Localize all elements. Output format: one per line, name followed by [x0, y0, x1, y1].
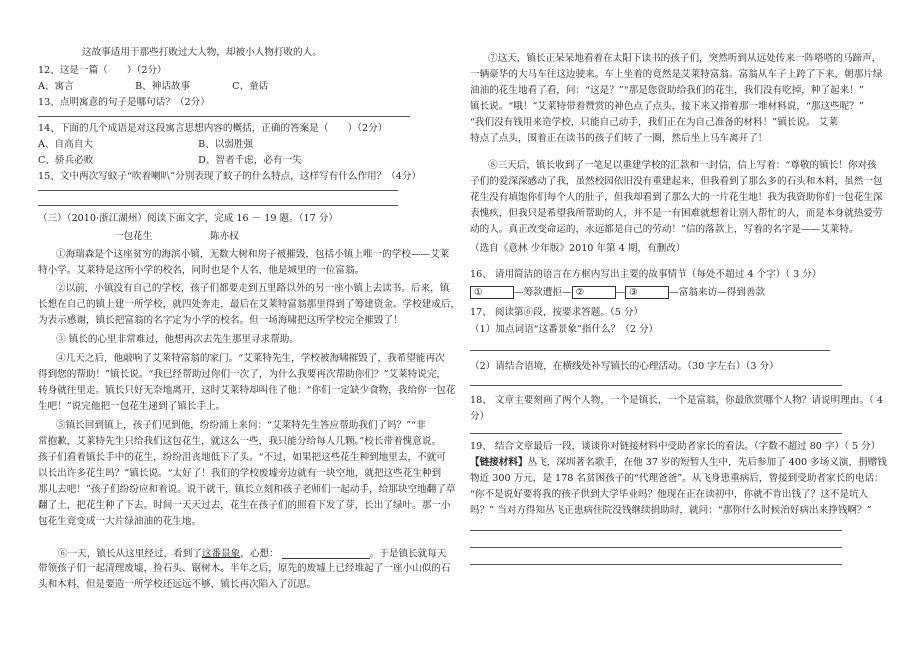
- link-material-line: “你不是说好要将我的孩子供到大学毕业吗？他现在正在读初中，你就不肯出钱了？这不是坑人: [470, 489, 869, 500]
- question-12-options: [38, 82, 421, 92]
- answer-line: [470, 530, 842, 531]
- paragraph-2-line: 长想在自己的镇上建一所学校，就四处奔走，最后在艾莱特富翁那里得到了筹建资金。学校建成后，: [38, 299, 461, 310]
- option-a: A、寓言: [38, 81, 74, 92]
- answer-line: [470, 564, 842, 565]
- answer-box-1[interactable]: ①: [470, 286, 514, 299]
- link-material-line: [470, 457, 887, 468]
- question-17: 17、 阅读第⑥段，按要求答题。（5 分）: [470, 307, 644, 318]
- question-17-part-2: （2）请结合语境，在横线处补写镇长的心理活动。（30 字左右）（3 分）: [470, 361, 779, 372]
- answer-line: [470, 385, 842, 386]
- answer-line: [38, 116, 410, 117]
- paragraph-6-line: 带领孩子们一起清理废墟，捡石头、锯树木。半年之后，原先的废墟上已经堆起了一座小山似的石: [38, 563, 451, 574]
- question-13: 13、点明寓意的句子是哪句话？（2分）: [38, 97, 210, 108]
- flow-text: —富翁来访—得到善款: [669, 287, 766, 298]
- paragraph-8-line: 子们的爱深深感动了我，虽然校园依旧没有重建起来，但我看到了那么多的石头和木料，虽然一包: [470, 176, 883, 187]
- paragraph-5-line: 常抱歉，艾莱特先生只给我们这包花生，就这么一些，我只能分给每人几颗。”校长带着愧意说。: [38, 436, 442, 447]
- option-b: B、以弱胜强: [198, 139, 254, 150]
- paragraph-7-line: 油油的花生地看了看，问：“这是？”“那是您资助给我们的花生，我们没有吃掉，种了起来！”: [470, 85, 864, 96]
- paragraph-1-line: ①海瑞森是个这座贫穷的海滨小镇，无数大树和房子被摧毁，包括小镇上唯一的学校——艾莱: [56, 249, 450, 260]
- option-b: B、神话故事: [135, 81, 191, 92]
- paragraph-6-text: ⑥一天，镇长从这里经过，看到了: [58, 548, 202, 560]
- paragraph-5-line: 那儿去吧！”孩子们纷纷应和着说。说干就干，镇长立刻和孩子老师们一起动手，给那块空地翻了草: [38, 484, 456, 495]
- paragraph-5-line: ⑤镇长回到镇上，孩子们见到他，纷纷涌上来问：“艾莱特先生答应帮助我们了吗？”“非: [56, 420, 426, 431]
- paragraph-7-line: 镇长说。“哦！”艾莱特带着赞赏的神色点了点头，接下来又指着那一堆材料说，“那这些呢？”: [470, 101, 864, 112]
- paragraph-4-line: 转身就往里走。镇长只好无奈地离开，这时艾莱特却叫住了他：“你们一定缺少食物，我给你一包花: [38, 385, 456, 396]
- answer-box-3[interactable]: ③: [625, 286, 669, 299]
- question-14: 14、下面的几个成语是对这段寓言思想内容的概括，正确的答案是（ ）（2分）: [38, 123, 388, 134]
- paragraph-4-line: ④几天之后，他敲响了艾莱特富翁的家门。“艾莱特先生，学校被海啸摧毁了，我希望能再次: [56, 353, 445, 364]
- question-18-line: 分）: [470, 411, 490, 422]
- question-16: 16、 请用简洁的语言在方框内写出主要的故事情节（每处不超过 4 个字）（ 3 分）: [470, 269, 822, 280]
- paragraph-5-line: 孩子们看着镇长手中的花生，纷纷沮丧地低下了头。“不过，如果把这些花生种到地里去，不就可: [38, 452, 446, 463]
- question-14-options-row1: [38, 140, 421, 150]
- option-a: A、自高自大: [38, 139, 93, 150]
- answer-line: [470, 547, 842, 548]
- paragraph-1-line: 特小学。艾莱特是这所小学的校名，同时也是个人名，他是城里的一位富翁。: [38, 265, 365, 276]
- answer-line: [470, 350, 830, 351]
- paragraph-6-first-line: [58, 548, 447, 560]
- paragraph-5-line: 包花生竟变成一大片绿油油的花生地。: [38, 516, 202, 527]
- paragraph-7-line: “我们没有钱用来造学校，只能自己动手，我们正在为自己准备的材料！”镇长说。 艾莱: [470, 117, 838, 128]
- paragraph-4-line: 得到您的帮助！”镇长说。“我已经帮助过你们一次了，为什么我要再次帮助你们？”艾莱特说完，: [38, 369, 447, 380]
- option-c: C、骄兵必败: [38, 155, 94, 166]
- link-material-line: 吗？” 当对方得知丛飞正患病住院没钱继续捐助时，就问：“那你什么时候治好病出来挣钱啊？”: [470, 505, 872, 516]
- link-material-text: 丛飞，深圳著名歌手，在他 37 岁的短暂人生中，先后参加了 400 多场义演，捐赠钱: [527, 457, 887, 468]
- question-14-options-row2: [38, 156, 421, 166]
- paragraph-6-text: 。于是镇长就每天: [369, 548, 447, 560]
- question-15: 15、文中两次写蚊子“吹着喇叭”分别表现了蚊子的什么特点，这样写有什么作用？（4分）: [38, 171, 422, 182]
- question-18-line: 18、 文章主要刻画了两个人物，一个是镇长，一个是富翁，你最欣赏哪个人物？请说明理由。（ 4: [470, 395, 883, 406]
- answer-line: [38, 190, 398, 191]
- answer-line: [38, 205, 398, 206]
- paragraph-6-text: ，心想：: [240, 548, 279, 560]
- flow-text: —筹款遭拒—: [514, 287, 572, 298]
- paragraph-5-line: 以长出许多花生吗？”镇长说。“太好了！我们的学校废墟旁边就有一块空地，就把这些花生种到: [38, 468, 442, 479]
- paragraph-2-line: 为表示感谢，镇长把富翁的名字定为小学的校名。但一场海啸把这所学校完全摧毁了！: [38, 315, 403, 326]
- paragraph-8-line: 表愧疚，但我只是希望我所帮助的人，并不是一有困难就想着让别人帮忙的人，而是本身就热爱劳: [470, 208, 883, 219]
- fill-in-blank[interactable]: [282, 548, 370, 559]
- option-c: C、童话: [232, 81, 269, 92]
- answer-line: [470, 433, 842, 434]
- answer-box-2[interactable]: ②: [572, 286, 616, 299]
- paragraph-7-line: 一辆豪华的大马车往这边驶来。车上坐着的竟然是艾莱特富翁。富翁从车子上跨了下来，朝那片绿: [470, 69, 883, 80]
- section-3-heading: （三）（2010·浙江湖州）阅读下面文字，完成 16 － 19 题。（17 分）: [38, 213, 338, 224]
- question-17-part-1: （1）加点词语“这番景象”指什么？（2 分）: [470, 324, 659, 335]
- source-citation: （选自《意林 少年版》2010 年第 4 期，有删改）: [470, 243, 686, 254]
- link-material-line: 物近 300 万元，是 178 名贫困孩子的“代理爸爸”。从飞身患重病后，曾接到受助者家长的电话：: [470, 473, 884, 484]
- story-moral-line: 这故事适用于那些打败过大人物，却被小人物打败的人。: [82, 47, 322, 58]
- option-d: D、智者千虑，必有一失: [198, 155, 302, 166]
- passage-author: 陈亦权: [210, 231, 239, 242]
- paragraph-6-line: 头和木料，但是要造一所学校还远远不够，镇长再次陷入了沉思。: [38, 579, 317, 590]
- paragraph-2-line: ②以前，小镇没有自己的学校，孩子们都要走到五里路以外的另一座小镇上去读书。后来，镇: [56, 283, 450, 294]
- question-12: 12、这是一篇（ ）（2分）: [38, 65, 167, 76]
- paragraph-7-line: 特点了点头，围着正在读书的孩子们转了一圈，然后坐上马车离开了！: [470, 133, 768, 144]
- paragraph-8-line: ⑧三天后，镇长收到了一笔足以重建学校的汇款和一封信，信上写着：“尊敬的镇长！你对孩: [488, 160, 877, 171]
- paragraph-7-line: ⑦这天，镇长正呆呆地看着在太阳下读书的孩子们，突然听到从远处传来一阵嗒嗒的马蹄声，: [488, 53, 882, 64]
- flow-text: —: [615, 287, 626, 298]
- link-material-tag: 【链接材料】: [470, 457, 528, 468]
- paragraph-3: ③ 镇长的心里非常难过，他想再次去先生那里寻求帮助。: [56, 334, 299, 345]
- question-16-flow: [470, 286, 853, 299]
- paragraph-4-line: 生吧！”说完他把一包花生递到了镇长手上。: [38, 401, 226, 412]
- paragraph-8-line: 花生没有填饱你们每个人的肚子，但我却看到了那么大的一片花生地！我为我资助你们一包花生深: [470, 192, 883, 203]
- dotted-phrase: 这番景象: [201, 548, 241, 560]
- passage-title: 一包花生: [114, 231, 153, 242]
- paragraph-5-line: 翻了土，把花生种了下去。时间一天天过去，花生在孩子们的照看下发了芽，长出了绿叶。那一小: [38, 500, 451, 511]
- question-19: 19、 结合文章最后一段，谈谈你对链接材料中受助者家长的看法。（字数不超过 80 字）（ 5 分）: [470, 441, 881, 452]
- paragraph-8-line: 动的人。真正改变命运的，永远都是自己的劳动！”信的落款上，写着的名字是——艾莱特。: [470, 224, 859, 235]
